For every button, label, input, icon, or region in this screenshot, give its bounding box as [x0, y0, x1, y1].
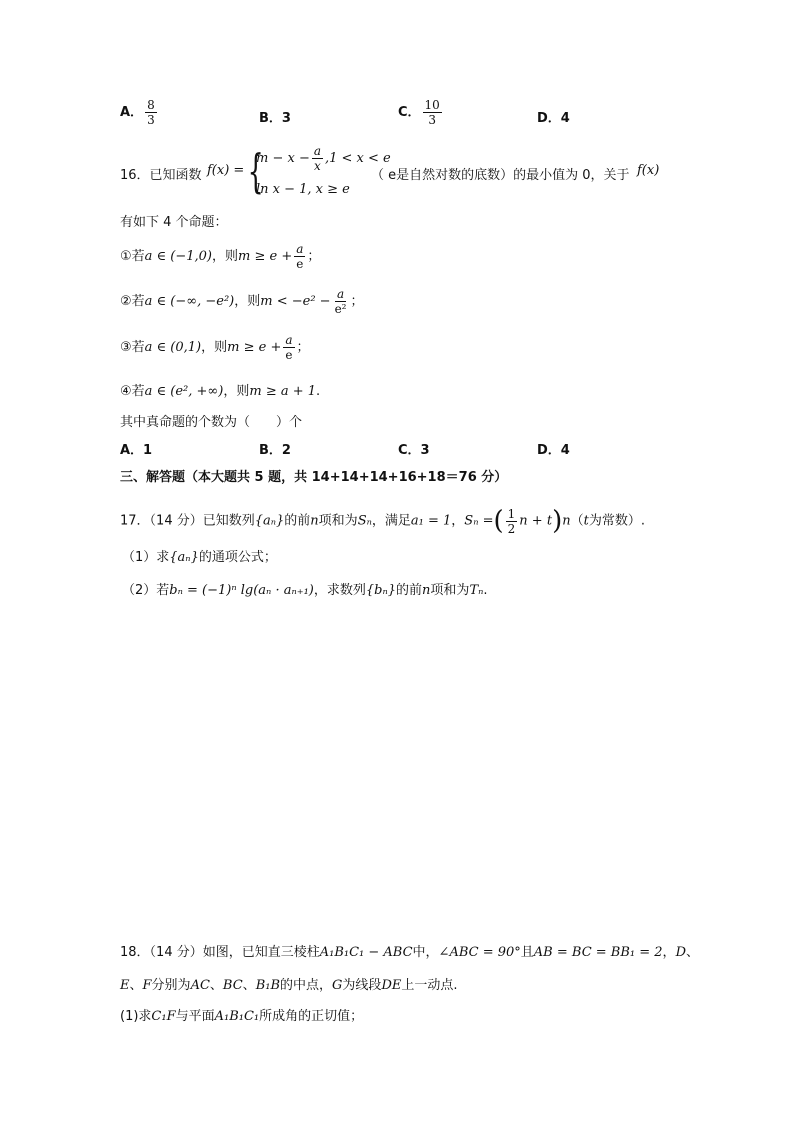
q16-p3-fraction: [283, 333, 294, 362]
q16-option-b: B．2: [259, 443, 291, 458]
q18-line3-b: C₁F: [151, 1009, 176, 1024]
q18-line2-a: E: [120, 978, 130, 993]
q16-p3-c: ，则: [201, 340, 228, 355]
q16-note: （ e是自然对数的底数）的最小值为 0，关于: [371, 168, 630, 183]
q18-line1: [120, 941, 699, 960]
q16-proposition-2: [120, 287, 364, 316]
q15-c-den: 3: [428, 113, 436, 127]
q16-case1-b: ,1 < x < e: [325, 151, 391, 166]
q18-line1-g: ，: [662, 945, 676, 960]
q17-t3: ，满足: [371, 513, 411, 529]
q15-option-b: B．3: [259, 111, 291, 126]
q17-frac-den: 2: [507, 521, 516, 536]
q17-n2: n: [562, 513, 571, 529]
q17-head: 17．（14 分）已知数列: [120, 513, 255, 529]
q17-t4: ，: [451, 513, 465, 529]
q16-fx2: f(x): [637, 163, 660, 178]
q16-option-a: A．1: [120, 443, 153, 458]
q17-tvar: t: [583, 513, 589, 529]
q16-p3-d: m ≥ e +: [227, 340, 282, 355]
q18-line1-c: 中，: [412, 945, 439, 960]
q18-line2-j: 的中点，: [280, 978, 333, 993]
q16-case1-a: m − x −: [256, 151, 310, 166]
q15-c-num: 10: [424, 98, 440, 112]
q17-sub2-d: {bₙ}: [365, 583, 397, 598]
q16-p1-num: a: [296, 242, 304, 256]
q16-p1-c: ，则: [212, 249, 239, 264]
q15-option-a: [120, 98, 159, 127]
q17-sn2: Sₙ =: [464, 513, 494, 529]
q16-p3-end: ；: [296, 340, 310, 355]
q17-t2: 项和为: [318, 513, 358, 529]
q17-sub2-i: .: [483, 583, 488, 598]
q16-p4-c: ，则: [223, 384, 250, 399]
q16-fx: f(x) =: [207, 163, 245, 178]
q18-line2: [120, 974, 458, 993]
q16-question: 其中真命题的个数为（ ）个: [120, 415, 303, 430]
q16-p3-a: ③若: [120, 340, 145, 355]
q16-p2-a: ②若: [120, 294, 145, 309]
q18-line2-d: 分别为: [151, 978, 191, 993]
q16-proposition-1: [120, 242, 320, 271]
q16-p1-b: a ∈ (−1,0): [144, 249, 213, 264]
q16-p1-d: m ≥ e +: [238, 249, 293, 264]
q16-p1-end: ；: [307, 249, 321, 264]
q16-option-d: D．4: [537, 443, 570, 458]
q17-sub2-g: 项和为: [430, 583, 470, 598]
q17-t6: 为常数）.: [588, 513, 645, 529]
q17-sub2-e: 的前: [396, 583, 423, 598]
q18-line2-n: 上一动点.: [401, 978, 458, 993]
q18-line2-c: F: [142, 978, 152, 993]
q16-p1-a: ①若: [120, 249, 145, 264]
q15-option-c-fraction: [423, 98, 442, 127]
q16-case2: ln x − 1, x ≥ e: [256, 182, 350, 197]
q16-p4-a: ④若: [120, 384, 145, 399]
q16-p2-end: ；: [350, 294, 364, 309]
q18-line1-e: 且: [520, 945, 534, 960]
q16-p3-num: a: [285, 333, 293, 347]
q16-p1-den: e: [296, 257, 304, 271]
q17-sub2-h: Tₙ: [469, 583, 484, 598]
q16-p4-end: .: [316, 384, 321, 399]
q16-p3-b: a ∈ (0,1): [144, 340, 202, 355]
q17-paren-rest: n + t: [519, 513, 553, 529]
q16-case1-den: x: [314, 159, 321, 173]
q18-line1-b: A₁B₁C₁ − ABC: [319, 945, 413, 960]
q17-sub2-a: （2）若: [122, 583, 170, 598]
q18-line2-h: 、: [242, 978, 256, 993]
q15-option-a-fraction: [145, 98, 157, 127]
q17-t5: （: [570, 513, 584, 529]
q18-line1-i: 、: [686, 945, 700, 960]
q16-p2-c: ，则: [234, 294, 261, 309]
q15-option-c-label: C．: [398, 105, 421, 120]
q18-line2-i: B₁B: [255, 978, 281, 993]
q16-case1-fraction: [312, 144, 323, 173]
q16-p2-b: a ∈ (−∞, −e²): [144, 294, 235, 309]
q16-proposition-3: [120, 333, 310, 362]
q18-line3-c: 与平面: [175, 1009, 215, 1024]
q18-line3: [120, 1005, 363, 1024]
q16-p2-den: e²: [334, 302, 347, 316]
q18-line2-f: 、: [209, 978, 223, 993]
q18-line1-a: 18．（14 分）如图，已知直三棱柱: [120, 945, 320, 960]
q16-option-c: C．3: [398, 443, 430, 458]
q18-line2-m: DE: [381, 978, 402, 993]
q15-option-a-label: A．: [120, 105, 144, 120]
q16-p4-b: a ∈ (e², +∞): [144, 384, 224, 399]
section-3-heading: 三、解答题（本大题共 5 题，共 14+14+14+16+18＝76 分）: [120, 470, 508, 485]
q18-line2-l: 为线段: [342, 978, 382, 993]
q17-frac-num: 1: [507, 506, 516, 521]
q16-p2-fraction: [333, 287, 349, 316]
q18-line1-d: ∠ABC = 90°: [438, 945, 521, 960]
q17-sub1-b: {aₙ}: [169, 550, 199, 565]
q17-fraction: [506, 507, 518, 536]
q17-left-paren: (: [493, 506, 504, 536]
q18-line2-b: 、: [129, 978, 143, 993]
q17-sub2-f: n: [422, 583, 431, 598]
q17-t1: 的前: [284, 513, 311, 529]
q18-line3-d: A₁B₁C₁: [214, 1009, 260, 1024]
q17-sub2-b: bₙ = (−1)ⁿ lg(aₙ · aₙ₊₁): [169, 583, 314, 598]
q18-line3-e: 所成角的正切值；: [259, 1009, 364, 1024]
q17-line1: [120, 506, 645, 536]
q15-option-c: [398, 98, 444, 127]
q18-line2-k: G: [332, 978, 343, 993]
q16-p1-fraction: [294, 242, 305, 271]
q15-option-d: D．4: [537, 111, 570, 126]
q18-line3-a: (1)求: [120, 1009, 152, 1024]
q17-sub2-c: ，求数列: [313, 583, 366, 598]
q17-a1: a₁ = 1: [410, 513, 452, 529]
q17-right-paren: ): [552, 506, 563, 536]
q16-p2-num: a: [336, 287, 345, 301]
q16-p3-den: e: [285, 348, 293, 362]
q16-p4-d: m ≥ a + 1: [249, 384, 317, 399]
q17-sub1-c: 的通项公式；: [198, 550, 277, 565]
q18-line2-e: AC: [190, 978, 210, 993]
q18-line1-f: AB = BC = BB₁ = 2: [533, 945, 663, 960]
q17-sn: Sₙ: [357, 513, 372, 529]
q16-brace: {: [247, 144, 264, 198]
q18-line1-h: D: [675, 945, 686, 960]
q17-n: n: [310, 513, 319, 529]
q16-line2: 有如下 4 个命题：: [120, 215, 228, 230]
q17-sub1-a: （1）求: [122, 550, 170, 565]
q16-case1-num: a: [313, 144, 321, 158]
q16-p2-d: m < −e² −: [260, 294, 331, 309]
q17-sub1: [122, 546, 277, 565]
q16-prefix: 16．已知函数: [120, 168, 202, 183]
q16-proposition-4: [120, 380, 320, 399]
q17-an: {aₙ}: [254, 513, 285, 529]
q15-a-num: 8: [147, 98, 155, 112]
q15-a-den: 3: [147, 113, 155, 127]
q17-sub2: [122, 579, 488, 598]
q18-line2-g: BC: [222, 978, 243, 993]
